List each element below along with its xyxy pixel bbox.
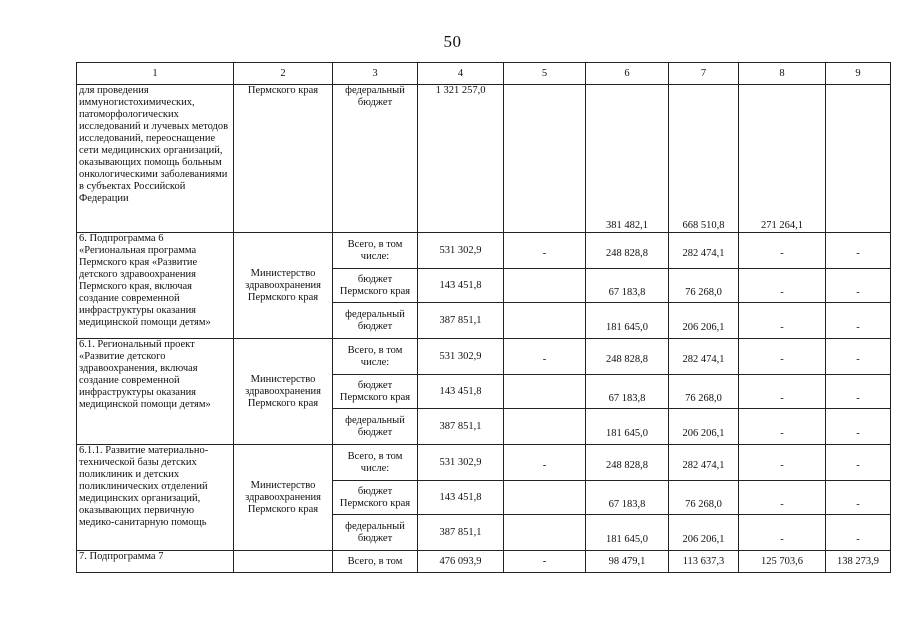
funding-source: федеральный бюджет	[333, 515, 418, 551]
amount-year-8: 125 703,6	[739, 551, 826, 573]
amount-year-8: -	[780, 533, 784, 545]
amount-year-7: 282 474,1	[682, 353, 725, 365]
funding-source: бюджет Пермского края	[333, 481, 418, 515]
amount-total: 531 302,9	[418, 339, 504, 375]
amount-year-7: 76 268,0	[685, 286, 722, 298]
amount-year-6: 248 828,8	[606, 353, 648, 365]
column-number: 2	[234, 63, 333, 85]
table-row	[77, 233, 891, 269]
amount-year-5	[504, 409, 586, 445]
funding-source: федеральный бюджет	[333, 85, 418, 233]
responsible-executor: Министерство здравоохранения Пермского края	[234, 339, 333, 445]
amount-year-5	[504, 269, 586, 303]
responsible-executor: Министерство здравоохранения Пермского края	[234, 233, 333, 339]
amount-year-5: -	[542, 247, 547, 259]
column-number: 8	[739, 63, 826, 85]
funding-source: федеральный бюджет	[333, 303, 418, 339]
amount-year-8: -	[780, 427, 784, 439]
table-row	[77, 339, 891, 375]
amount-year-7: 76 268,0	[685, 498, 722, 510]
amount-total: 143 451,8	[418, 269, 504, 303]
responsible-executor: Пермского края	[234, 85, 333, 233]
amount-year-9: -	[856, 498, 860, 510]
table-row	[77, 85, 891, 233]
amount-year-6: 248 828,8	[606, 247, 648, 259]
funding-source: Всего, в том	[333, 551, 418, 573]
amount-year-9: -	[856, 427, 860, 439]
table-row	[77, 445, 891, 481]
responsible-executor	[234, 551, 333, 573]
amount-year-5	[504, 515, 586, 551]
amount-year-9: -	[856, 392, 860, 404]
column-number: 5	[504, 63, 586, 85]
amount-year-6: 67 183,8	[608, 392, 646, 404]
column-number: 7	[669, 63, 739, 85]
amount-year-7: 206 206,1	[682, 321, 725, 333]
page-number: 50	[443, 32, 462, 51]
amount-year-9: -	[856, 459, 860, 471]
amount-year-5	[504, 481, 586, 515]
amount-year-8: -	[780, 286, 784, 298]
funding-source: Всего, в том числе:	[333, 339, 418, 375]
amount-year-6: 181 645,0	[606, 427, 648, 439]
responsible-executor: Министерство здравоохранения Пермского края	[234, 445, 333, 551]
amount-year-9: 138 273,9	[826, 551, 891, 573]
table-row	[77, 551, 891, 573]
program-name: 6.1.1. Развитие материально-технической базы детских поликлиник и детских поликлинических отделений медицинских организаций, оказывающих первичную медико-санитарную помощь	[77, 445, 234, 551]
program-name: 6.1. Региональный проект «Развитие детского здравоохранения, включая создание современной инфраструктуры оказания медицинской помощи детям»	[77, 339, 234, 445]
amount-total: 531 302,9	[418, 445, 504, 481]
amount-year-5	[504, 85, 586, 233]
amount-year-8: -	[780, 498, 784, 510]
amount-year-7: 113 637,3	[669, 551, 739, 573]
program-name: 6. Подпрограмма 6 «Региональная программа Пермского края «Развитие детского здравоохранения Пермского края, включая создание современной инфраструктуры оказания медицинской помощи детям»	[77, 233, 234, 339]
amount-year-8: -	[780, 353, 784, 365]
amount-year-7: 668 510,8	[669, 85, 739, 233]
amount-year-6: 381 482,1	[586, 85, 669, 233]
amount-year-9: -	[856, 533, 860, 545]
amount-year-9: -	[856, 353, 860, 365]
amount-year-6: 67 183,8	[608, 286, 646, 298]
column-number: 1	[77, 63, 234, 85]
amount-year-6: 248 828,8	[606, 459, 648, 471]
amount-year-9	[826, 85, 891, 233]
amount-total: 387 851,1	[418, 515, 504, 551]
funding-source: федеральный бюджет	[333, 409, 418, 445]
amount-year-8: -	[780, 321, 784, 333]
amount-total: 531 302,9	[418, 233, 504, 269]
amount-year-5: -	[504, 551, 586, 573]
budget-table	[76, 62, 891, 573]
column-number: 6	[586, 63, 669, 85]
amount-year-8: -	[780, 392, 784, 404]
amount-year-6: 67 183,8	[608, 498, 646, 510]
amount-year-7: 206 206,1	[682, 533, 725, 545]
column-number: 4	[418, 63, 504, 85]
column-number: 9	[826, 63, 891, 85]
amount-year-6: 98 479,1	[586, 551, 669, 573]
amount-year-8: -	[780, 459, 784, 471]
amount-year-9: -	[856, 286, 860, 298]
amount-total: 143 451,8	[418, 375, 504, 409]
amount-year-8: 271 264,1	[739, 85, 826, 233]
amount-year-9: -	[856, 247, 860, 259]
amount-year-5: -	[542, 459, 547, 471]
amount-year-6: 181 645,0	[606, 321, 648, 333]
amount-year-8: -	[780, 247, 784, 259]
amount-total: 387 851,1	[418, 409, 504, 445]
column-number: 3	[333, 63, 418, 85]
amount-year-7: 76 268,0	[685, 392, 722, 404]
funding-source: Всего, в том числе:	[333, 445, 418, 481]
amount-year-9: -	[856, 321, 860, 333]
funding-source: Всего, в том числе:	[333, 233, 418, 269]
amount-total: 387 851,1	[418, 303, 504, 339]
amount-year-6: 181 645,0	[606, 533, 648, 545]
amount-year-7: 282 474,1	[682, 459, 725, 471]
amount-year-7: 282 474,1	[682, 247, 725, 259]
column-number-row	[77, 63, 891, 85]
amount-year-5: -	[542, 353, 547, 365]
amount-total: 143 451,8	[418, 481, 504, 515]
amount-year-5	[504, 303, 586, 339]
program-name: для проведения иммуногистохимических, патоморфологических исследований и лучевых методов исследований, переоснащение сети медицинских организаций, оказывающих помощь больным онкологическими заболеваниями в субъектах Российской Федерации	[77, 85, 234, 233]
funding-source: бюджет Пермского края	[333, 375, 418, 409]
funding-source: бюджет Пермского края	[333, 269, 418, 303]
program-name: 7. Подпрограмма 7	[77, 551, 234, 573]
amount-total: 476 093,9	[418, 551, 504, 573]
amount-total: 1 321 257,0	[418, 85, 504, 233]
amount-year-5	[504, 375, 586, 409]
amount-year-7: 206 206,1	[682, 427, 725, 439]
